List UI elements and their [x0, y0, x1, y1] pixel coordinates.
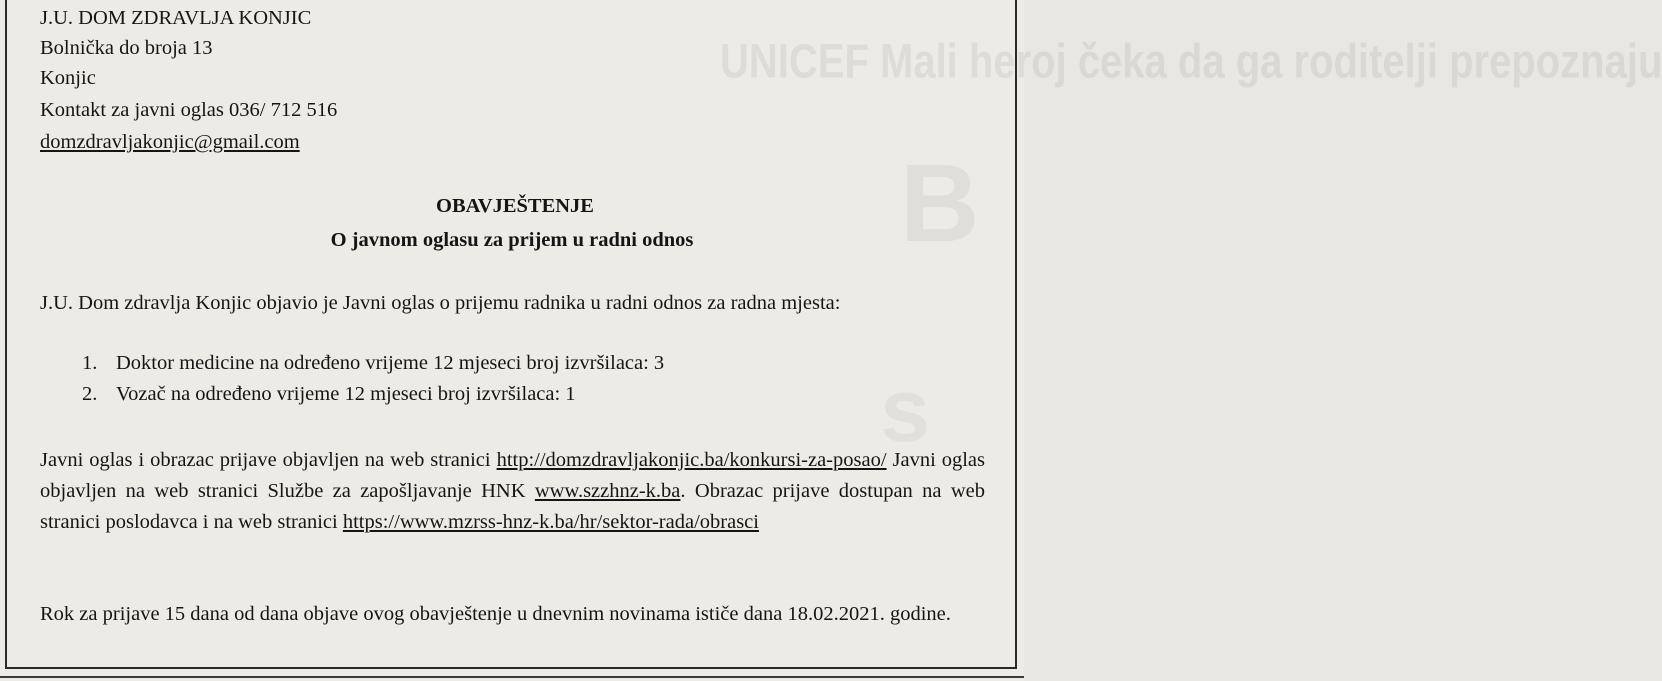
forms-link[interactable]: https://www.mzrss-hnz-k.ba/hr/sektor-rada/obrasci: [342, 511, 759, 533]
bleed-through-headline: UNICEF Mali heroj čeka da ga roditelji prepoznaju: [720, 35, 1662, 89]
publication-paragraph: [40, 445, 985, 538]
list-item-text: Vozač na određeno vrijeme 12 mjeseci broj izvršilaca: 1: [116, 383, 576, 405]
list-item-number: 1.: [82, 352, 98, 374]
city: Konjic: [40, 67, 96, 89]
employment-service-link[interactable]: www.szzhnz-k.ba: [534, 480, 681, 502]
publication-text-3: . Obrazac prijave dostupan na web stranici poslodavca i na web stranici: [40, 480, 986, 533]
notice-title: OBAVJEŠTENJE: [436, 195, 594, 217]
deadline-paragraph: Rok za prijave 15 dana od dana objave ovog obavještenje u dnevnim novinama ističe dana 18.02.2021. godine.: [40, 603, 951, 625]
list-item-text: Doktor medicine na određeno vrijeme 12 mjeseci broj izvršilaca: 3: [116, 352, 665, 374]
contact-phone: Kontakt za javni oglas 036/ 712 516: [40, 99, 338, 121]
list-item: [82, 353, 664, 374]
notice-subtitle: O javnom oglasu za prijem u radni odnos: [330, 229, 694, 251]
publication-text-2: Javni oglas objavljen na web stranici Službe za zapošljavanje HNK: [40, 449, 985, 502]
email-link[interactable]: domzdravljakonjic@gmail.com: [40, 131, 300, 153]
bleed-through-shape-2: s: [880, 361, 931, 461]
list-item-number: 2.: [82, 383, 98, 405]
list-item: [82, 384, 576, 405]
org-name: J.U. DOM ZDRAVLJA KONJIC: [40, 7, 312, 29]
website-link[interactable]: http://domzdravljakonjic.ba/konkursi-za-posao/: [496, 449, 887, 471]
address: Bolnička do broja 13: [40, 37, 213, 59]
bleed-through-shape-1: B: [900, 142, 980, 265]
intro-paragraph: J.U. Dom zdravlja Konjic objavio je Javni oglas o prijemu radnika u radni odnos za radna mjesta:: [40, 292, 841, 314]
bottom-rule: [0, 676, 1024, 678]
publication-text-1: Javni oglas i obrazac prijave objavljen na web stranici: [40, 449, 497, 471]
